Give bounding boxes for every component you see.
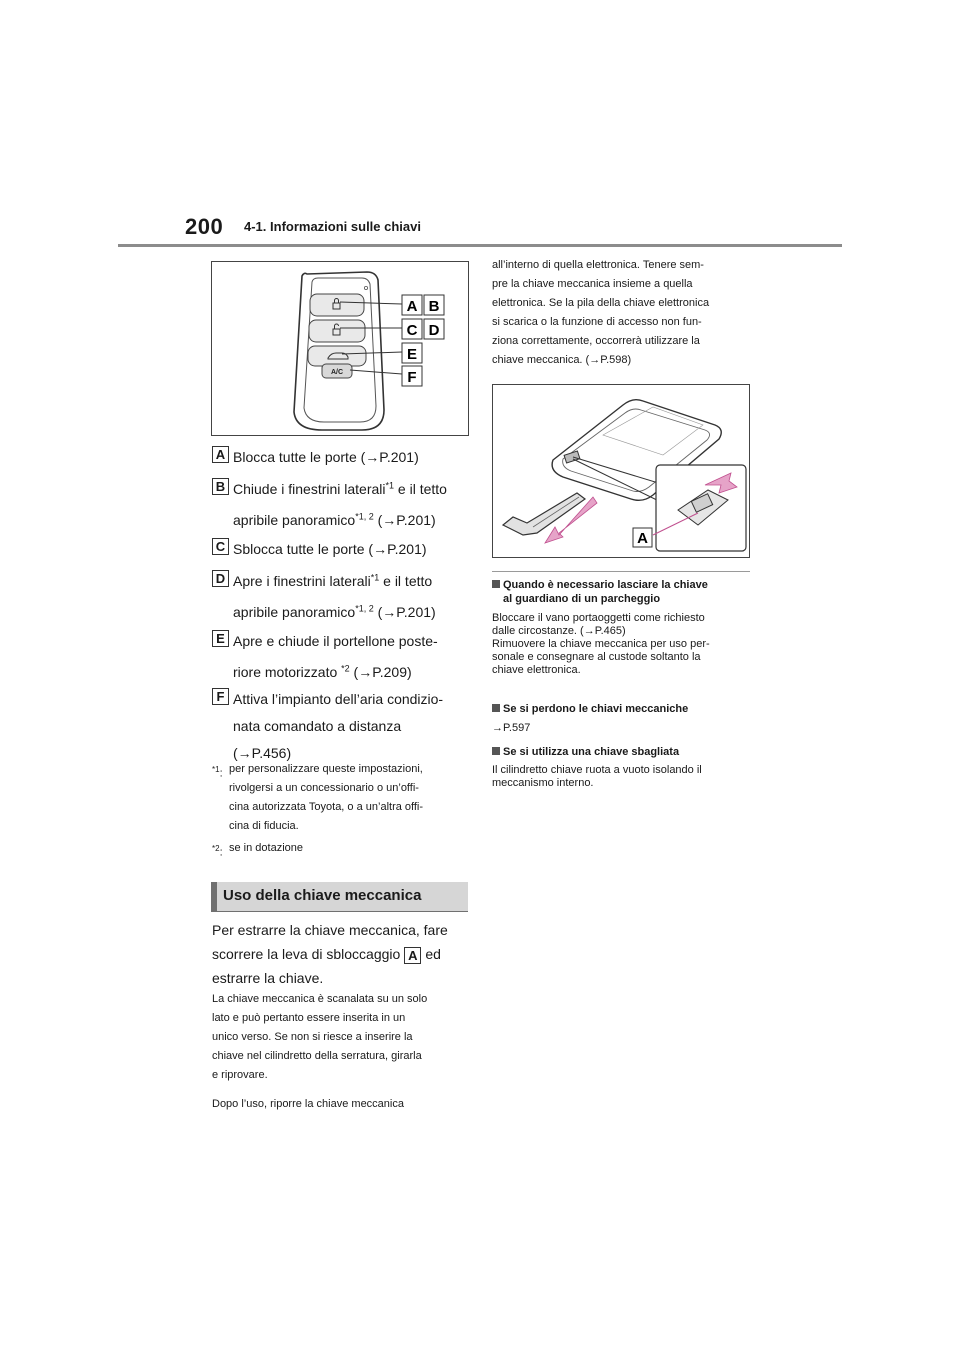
legend-item-e: E Apre e chiude il portellone poste- riore motorizzato $^{*2}$ (→P.209) — [212, 628, 474, 686]
mechanical-key-illustration — [493, 385, 749, 557]
figure1-label-f: F — [407, 369, 417, 386]
legend-label-b: B — [212, 478, 229, 495]
figure1-label-a: A — [406, 298, 418, 315]
legend-label-e: E — [212, 630, 229, 647]
legend-label-c: C — [212, 538, 229, 555]
mechanical-key-figure — [492, 384, 750, 558]
note-parking-valet: Quando è necessario lasciare la chiave al guardiano di un parcheggio Bloccare il vano portaoggetti come richiesto dalle circostanze. (→P.465) Rimuovere la chiave meccanica per uso per- sonale e consegnare al custode soltanto la chiave elettronica. — [492, 579, 710, 676]
figure1-label-d: D — [428, 322, 440, 339]
body-paragraph-3: Dopo l’uso, riporre la chiave meccanica — [212, 1098, 404, 1110]
legend-item-f: F Attiva l’impianto dell’aria condizio- nata comandato a distanza (→P.456) — [212, 686, 474, 767]
body-paragraph-2: La chiave meccanica è scanalata su un solo lato e può pertanto essere inserita in un unico verso. Se non si riesce a inserire la chiave nel cilindretto della serratura, girarla e riprovare. — [212, 993, 428, 1081]
right-column-divider — [492, 571, 750, 572]
note-lost-keys: Se si perdono le chiavi meccaniche →P.597 — [492, 703, 689, 734]
body-paragraph-1: Per estrarre la chiave meccanica, fare scorrere la leva di sbloccaggio A ed estrarre la chiave. — [212, 922, 448, 986]
header-divider — [118, 244, 842, 247]
legend-text-a: Blocca tutte le porte (→P.201) — [233, 449, 419, 465]
footnote-1: $^{*1}$: per personalizzare queste impostazioni, rivolgersi a un concessionario o un’offi- cina autorizzata Toyota, o a un’altra offi- cina di fiducia. — [212, 763, 424, 832]
square-bullet-icon — [492, 704, 500, 712]
inline-label-a: A — [404, 947, 421, 964]
note-wrong-key: Se si utilizza una chiave sbagliata Il cilindretto chiave ruota a vuoto isolando il meccanismo interno. — [492, 746, 702, 789]
key-fob-illustration — [212, 262, 468, 435]
ac-button-text: A/C — [330, 369, 344, 376]
legend-item-d: D Apre i finestrini laterali$^{*1}$ e il tetto apribile panoramico$^{*1, 2}$ (→P.201) — [212, 568, 474, 626]
section-subheading: Uso della chiave meccanica — [211, 882, 468, 912]
figure1-label-e: E — [406, 346, 418, 363]
key-fob-figure — [211, 261, 469, 436]
square-bullet-icon — [492, 580, 500, 588]
legend-text-c: Sblocca tutte le porte (→P.201) — [233, 541, 427, 557]
figure1-label-c: C — [406, 322, 418, 339]
legend-label-a: A — [212, 446, 229, 463]
legend-label-d: D — [212, 570, 229, 587]
legend-label-f: F — [212, 688, 229, 705]
right-paragraph-continued: all’interno di quella elettronica. Tenere sem- pre la chiave meccanica insieme a quella elettronica. Se la pila della chiave elettronica si scarica o la funzione di accesso non fun- ziona correttamente, occorrerà utilizzare la chiave meccanica. (→P.598) — [492, 259, 710, 366]
legend-item-a — [212, 444, 474, 471]
section-title: 4-1. Informazioni sulle chiavi — [244, 219, 421, 234]
figure2-label-a: A — [637, 530, 648, 547]
figure1-label-b: B — [428, 298, 440, 315]
legend-item-b: B Chiude i finestrini laterali$^{*1}$ e il tetto apribile panoramico$^{*1, 2}$ (→P.201) — [212, 476, 474, 534]
page-number: 200 — [185, 214, 224, 239]
square-bullet-icon — [492, 747, 500, 755]
footnote-2: $^{*2}$: se in dotazione — [212, 842, 303, 859]
legend-item-c — [212, 536, 474, 563]
